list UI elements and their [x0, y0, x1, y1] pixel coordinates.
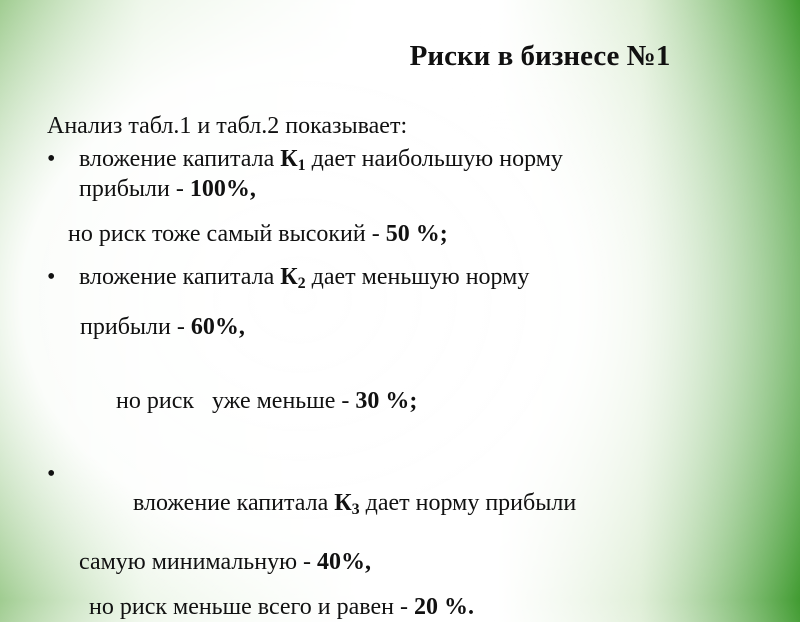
item-1-k: К: [280, 146, 298, 172]
item-2-line1-rest: дает меньшую норму: [305, 264, 530, 290]
item-2-line2: [80, 313, 747, 342]
item-1-line1-rest: дает наибольшую норму: [305, 146, 563, 172]
item-1-line3: [68, 220, 747, 249]
item-3-line2-text: самую минимальную -: [79, 549, 318, 575]
item-3-line3-text: но риск меньше всего и равен -: [89, 594, 414, 620]
bullet-item-3: [47, 460, 747, 553]
item-1-k-sub: 1: [297, 157, 306, 174]
item-1-line2-text: прибыли -: [79, 176, 190, 202]
item-2-k: К: [280, 264, 298, 290]
intro-text: Анализ табл.1 и табл.2 показывает:: [47, 113, 408, 139]
item-2-lead: вложение капитала: [79, 264, 281, 290]
item-2-line2-value: 60%,: [190, 314, 245, 340]
item-1-line3-value: 50 %;: [385, 221, 448, 247]
item-1-lead: вложение капитала: [79, 146, 281, 172]
item-2-k-sub: 2: [297, 275, 306, 292]
item-2-line2-text: прибыли -: [80, 314, 191, 340]
item-3-k-sub: 3: [351, 501, 360, 518]
item-1-line2-value: 100%,: [189, 176, 256, 202]
bullet-item-2: [47, 263, 747, 298]
item-3-line3: [89, 593, 747, 622]
item-3-line2: [79, 548, 747, 577]
bullet-icon: •: [47, 264, 56, 290]
item-2-line3: [80, 358, 747, 445]
slide-title: Риски в бизнесе №1: [409, 40, 671, 72]
item-3-line3-value: 20 %.: [413, 594, 474, 620]
item-3-line1-rest: дает норму прибыли: [359, 490, 577, 516]
item-1-line2: [79, 175, 747, 204]
item-3-k: К: [334, 490, 352, 516]
item-3-lead: вложение капитала: [127, 490, 335, 516]
bullet-icon: •: [47, 146, 56, 172]
item-3-line2-value: 40%,: [317, 549, 372, 575]
slide-body: [47, 112, 747, 622]
item-1-line3-text: но риск тоже самый высокий -: [68, 221, 386, 247]
item-2-line3-value: 30 %;: [355, 388, 418, 414]
item-2-line3-text: но риск уже меньше -: [116, 388, 356, 414]
bullet-icon: •: [47, 461, 56, 487]
